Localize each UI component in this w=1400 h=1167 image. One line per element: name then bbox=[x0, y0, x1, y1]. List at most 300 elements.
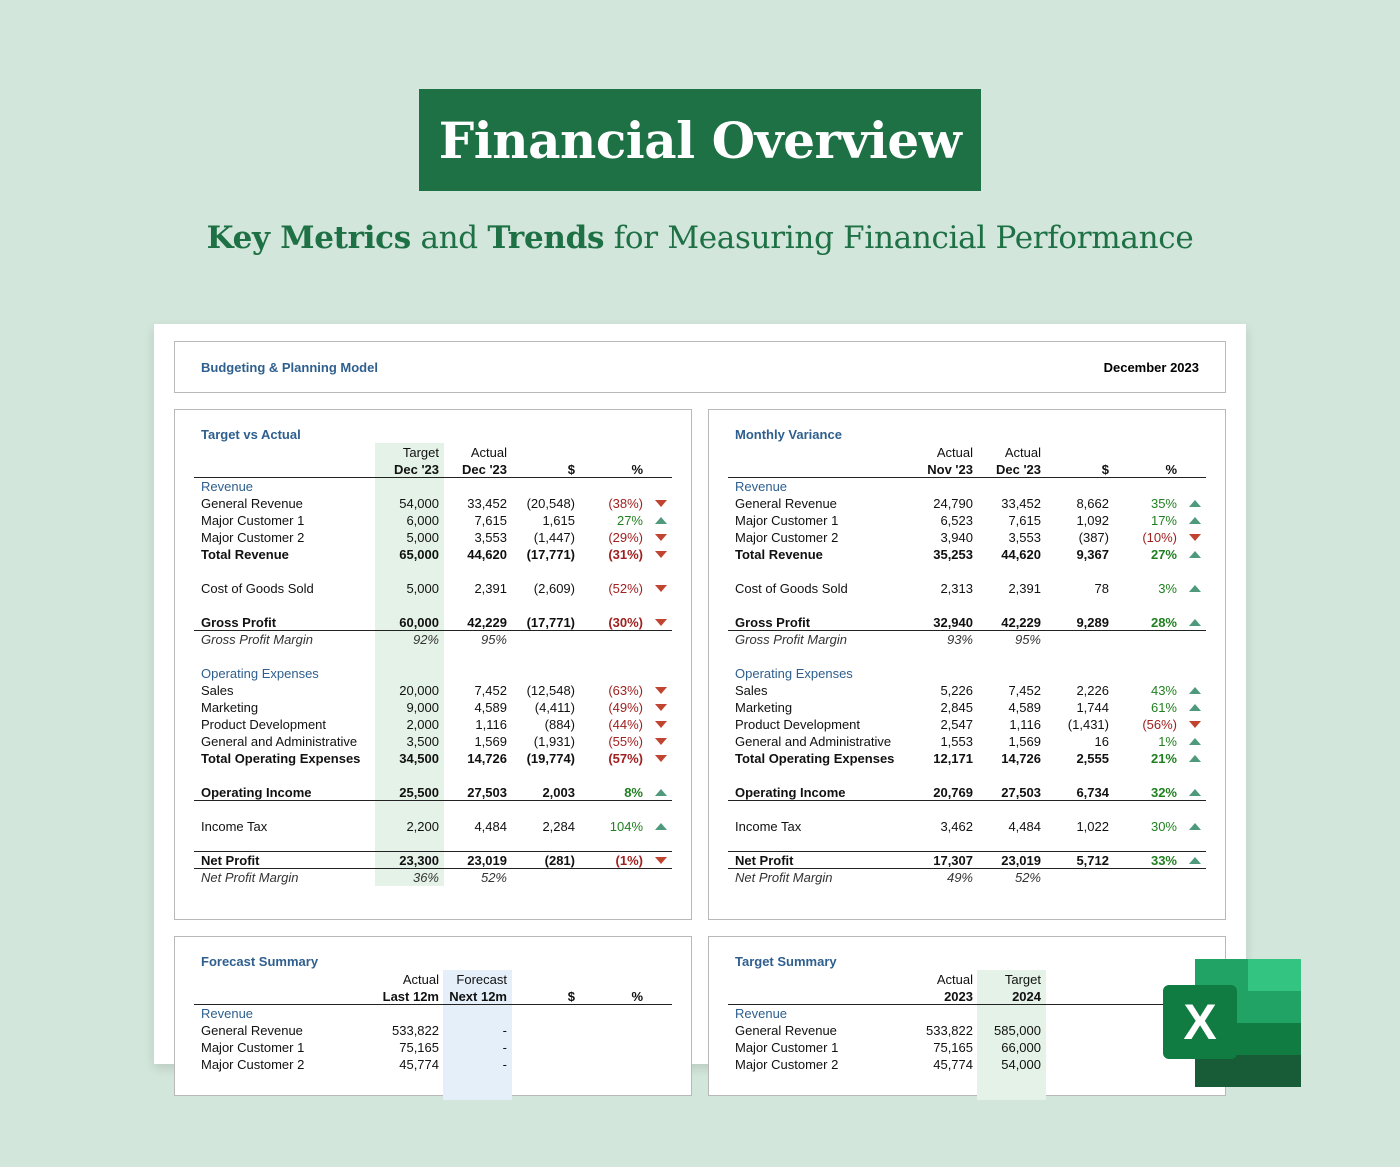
table-row bbox=[728, 818, 1206, 835]
row-value: (63%) bbox=[608, 683, 643, 698]
row-value: 27% bbox=[1150, 547, 1177, 562]
row-value: 8% bbox=[624, 785, 643, 800]
table-row bbox=[728, 716, 1206, 733]
row-value: 32% bbox=[1150, 785, 1177, 800]
table-target-vs-actual bbox=[194, 444, 672, 886]
row-value: (17,771) bbox=[526, 547, 575, 562]
arrow-up-icon bbox=[1188, 733, 1202, 750]
row-value: 44,620 bbox=[1001, 547, 1041, 562]
row-label: Income Tax bbox=[735, 819, 802, 834]
row-value: (49%) bbox=[608, 700, 643, 715]
hero-title-text: Financial Overview bbox=[438, 110, 962, 170]
row-value: 2,555 bbox=[1076, 751, 1109, 766]
row-value: (20,548) bbox=[526, 496, 575, 511]
row-label: General Revenue bbox=[201, 1023, 303, 1038]
column-header: $ bbox=[1101, 462, 1109, 477]
table-row bbox=[194, 784, 672, 801]
header-row bbox=[194, 461, 672, 478]
hero-subtitle bbox=[0, 220, 1400, 256]
row-value: 2,200 bbox=[406, 819, 439, 834]
panel-forecast-summary bbox=[174, 936, 692, 1096]
section-row bbox=[728, 665, 1206, 682]
spacer-row bbox=[194, 648, 672, 665]
subtitle-key-metrics: Key Metrics bbox=[206, 220, 411, 256]
table-row bbox=[728, 784, 1206, 801]
row-value: 20,000 bbox=[399, 683, 439, 698]
row-value: 49% bbox=[946, 870, 973, 885]
row-value: 4,484 bbox=[1008, 819, 1041, 834]
table-row bbox=[728, 512, 1206, 529]
panel-title: Forecast Summary bbox=[201, 954, 319, 969]
column-header: Actual bbox=[470, 445, 507, 460]
table-row bbox=[728, 682, 1206, 699]
row-value: 2,845 bbox=[940, 700, 973, 715]
row-value: 32,940 bbox=[933, 615, 973, 630]
table-row bbox=[194, 1056, 672, 1073]
row-value: 35,253 bbox=[933, 547, 973, 562]
row-label: Revenue bbox=[201, 1006, 254, 1021]
row-value: 23,300 bbox=[399, 853, 439, 868]
table-row bbox=[194, 818, 672, 835]
row-label: Operating Expenses bbox=[201, 666, 319, 681]
row-value: (29%) bbox=[608, 530, 643, 545]
row-value: - bbox=[502, 1023, 507, 1038]
arrow-down-icon bbox=[654, 682, 668, 699]
row-label: Net Profit bbox=[201, 853, 260, 868]
spacer-row bbox=[728, 648, 1206, 665]
spacer-row bbox=[728, 597, 1206, 614]
arrow-up-icon bbox=[654, 512, 668, 529]
arrow-down-icon bbox=[654, 529, 668, 546]
row-value: (2,609) bbox=[533, 581, 575, 596]
row-value: (387) bbox=[1078, 530, 1109, 545]
row-value: 34,500 bbox=[399, 751, 439, 766]
row-value: (56%) bbox=[1142, 717, 1177, 732]
row-value: 17,307 bbox=[933, 853, 973, 868]
row-value: 104% bbox=[609, 819, 643, 834]
arrow-down-icon bbox=[654, 546, 668, 563]
row-label: Major Customer 2 bbox=[735, 1057, 839, 1072]
row-label: Gross Profit bbox=[735, 615, 811, 630]
table-row bbox=[728, 495, 1206, 512]
row-value: 52% bbox=[1014, 870, 1041, 885]
row-value: 9,367 bbox=[1076, 547, 1109, 562]
row-label: Major Customer 2 bbox=[735, 530, 839, 545]
row-label: Product Development bbox=[735, 717, 861, 732]
row-value: 7,452 bbox=[1008, 683, 1041, 698]
row-value: 2,226 bbox=[1076, 683, 1109, 698]
row-value: 2,391 bbox=[474, 581, 507, 596]
row-value: (52%) bbox=[608, 581, 643, 596]
arrow-up-icon bbox=[1188, 784, 1202, 801]
arrow-up-icon bbox=[654, 818, 668, 835]
row-label: Major Customer 1 bbox=[201, 1040, 305, 1055]
row-value: - bbox=[502, 1040, 507, 1055]
section-row bbox=[194, 665, 672, 682]
arrow-up-icon bbox=[1188, 495, 1202, 512]
table-row bbox=[194, 733, 672, 750]
table-row bbox=[194, 495, 672, 512]
column-header: Dec '23 bbox=[393, 462, 439, 477]
panel-title: Target Summary bbox=[735, 954, 837, 969]
row-value: (57%) bbox=[608, 751, 643, 766]
header-row bbox=[194, 971, 672, 988]
row-value: 1,553 bbox=[940, 734, 973, 749]
row-value: 54,000 bbox=[399, 496, 439, 511]
section-row bbox=[728, 1005, 1206, 1022]
row-value: 42,229 bbox=[467, 615, 507, 630]
column-header: Target bbox=[1004, 972, 1041, 987]
row-value: (38%) bbox=[608, 496, 643, 511]
row-value: 66,000 bbox=[1001, 1040, 1041, 1055]
row-value: 3% bbox=[1158, 581, 1177, 596]
row-label: Operating Income bbox=[201, 785, 312, 800]
row-value: 45,774 bbox=[933, 1057, 973, 1072]
row-value: 52% bbox=[480, 870, 507, 885]
row-value: (44%) bbox=[608, 717, 643, 732]
arrow-up-icon bbox=[1188, 750, 1202, 767]
row-value: 3,553 bbox=[474, 530, 507, 545]
arrow-up-icon bbox=[1188, 614, 1202, 631]
excel-logo-icon bbox=[1163, 959, 1301, 1087]
excel-logo-letter: X bbox=[1183, 994, 1217, 1050]
row-value: 21% bbox=[1150, 751, 1177, 766]
row-label: General and Administrative bbox=[735, 734, 892, 749]
row-value: 1,615 bbox=[542, 513, 575, 528]
row-value: 95% bbox=[1014, 632, 1041, 647]
spacer-row bbox=[728, 835, 1206, 852]
row-value: 8,662 bbox=[1076, 496, 1109, 511]
row-value: 27% bbox=[616, 513, 643, 528]
row-value: 2,547 bbox=[940, 717, 973, 732]
column-header: Actual bbox=[402, 972, 439, 987]
header-row bbox=[728, 971, 1206, 988]
row-value: 7,452 bbox=[474, 683, 507, 698]
column-header: Target bbox=[402, 445, 439, 460]
row-value: 92% bbox=[412, 632, 439, 647]
header-row bbox=[728, 461, 1206, 478]
row-label: Revenue bbox=[201, 479, 254, 494]
row-value: 2,000 bbox=[406, 717, 439, 732]
row-value: 27,503 bbox=[1001, 785, 1041, 800]
spreadsheet-preview bbox=[154, 324, 1246, 1072]
table-row bbox=[728, 529, 1206, 546]
row-label: Operating Expenses bbox=[735, 666, 853, 681]
row-value: (30%) bbox=[608, 615, 643, 630]
row-value: 25,500 bbox=[399, 785, 439, 800]
table-row bbox=[194, 512, 672, 529]
row-value: (4,411) bbox=[534, 700, 575, 715]
arrow-down-icon bbox=[654, 580, 668, 597]
arrow-up-icon bbox=[1188, 546, 1202, 563]
row-value: 585,000 bbox=[994, 1023, 1041, 1038]
column-header: Next 12m bbox=[449, 989, 507, 1004]
row-value: 60,000 bbox=[399, 615, 439, 630]
panel-target-vs-actual bbox=[174, 409, 692, 920]
arrow-up-icon bbox=[1188, 512, 1202, 529]
panel-target-summary bbox=[708, 936, 1226, 1096]
table-forecast-summary bbox=[194, 971, 672, 1073]
row-value: 6,734 bbox=[1076, 785, 1109, 800]
row-value: 23,019 bbox=[467, 853, 507, 868]
row-label: Net Profit Margin bbox=[735, 870, 833, 885]
header-row bbox=[728, 444, 1206, 461]
row-value: 1,116 bbox=[475, 717, 507, 732]
row-value: (12,548) bbox=[526, 683, 575, 698]
model-header-bar bbox=[174, 341, 1226, 393]
row-value: 1,116 bbox=[1009, 717, 1041, 732]
row-value: 20,769 bbox=[933, 785, 973, 800]
header-row bbox=[194, 988, 672, 1005]
column-header: Actual bbox=[936, 972, 973, 987]
header-row bbox=[728, 988, 1206, 1005]
row-value: 1,022 bbox=[1076, 819, 1109, 834]
row-value: - bbox=[502, 1057, 507, 1072]
row-label: Income Tax bbox=[201, 819, 268, 834]
spacer-row bbox=[194, 597, 672, 614]
hero-title bbox=[419, 89, 981, 191]
table-row bbox=[194, 1039, 672, 1056]
row-value: 95% bbox=[480, 632, 507, 647]
arrow-up-icon bbox=[1188, 699, 1202, 716]
row-value: 3,462 bbox=[940, 819, 973, 834]
row-value: 42,229 bbox=[1001, 615, 1041, 630]
row-value: 1,744 bbox=[1076, 700, 1109, 715]
row-value: 61% bbox=[1150, 700, 1177, 715]
column-header: Nov '23 bbox=[927, 462, 973, 477]
table-row bbox=[194, 614, 672, 631]
row-value: 54,000 bbox=[1001, 1057, 1041, 1072]
row-value: 533,822 bbox=[926, 1023, 973, 1038]
arrow-up-icon bbox=[1188, 852, 1202, 869]
row-label: Total Revenue bbox=[735, 547, 823, 562]
row-value: 30% bbox=[1150, 819, 1177, 834]
row-value: 1,569 bbox=[1008, 734, 1041, 749]
row-value: (1,431) bbox=[1067, 717, 1109, 732]
row-label: Net Profit bbox=[735, 853, 794, 868]
table-row bbox=[194, 580, 672, 597]
row-label: Gross Profit Margin bbox=[201, 632, 313, 647]
table-row bbox=[728, 1039, 1206, 1056]
column-header: Forecast bbox=[456, 972, 507, 987]
section-row bbox=[194, 478, 672, 495]
spacer-row bbox=[728, 767, 1206, 784]
row-label: Total Revenue bbox=[201, 547, 289, 562]
row-value: 78 bbox=[1094, 581, 1109, 596]
row-label: Major Customer 1 bbox=[735, 513, 839, 528]
arrow-up-icon bbox=[654, 784, 668, 801]
table-row bbox=[194, 529, 672, 546]
spacer-row bbox=[194, 563, 672, 580]
table-row bbox=[194, 852, 672, 869]
row-value: 33,452 bbox=[467, 496, 507, 511]
arrow-up-icon bbox=[1188, 682, 1202, 699]
table-row bbox=[194, 750, 672, 767]
row-value: (1%) bbox=[615, 853, 643, 868]
row-label: Major Customer 1 bbox=[735, 1040, 839, 1055]
arrow-down-icon bbox=[654, 750, 668, 767]
table-row bbox=[728, 580, 1206, 597]
row-value: 3,500 bbox=[406, 734, 439, 749]
row-value: (55%) bbox=[608, 734, 643, 749]
table-row bbox=[728, 869, 1206, 886]
row-value: 9,000 bbox=[406, 700, 439, 715]
row-value: 3,940 bbox=[940, 530, 973, 545]
row-label: General Revenue bbox=[735, 496, 837, 511]
subtitle-rest: for Measuring Financial Performance bbox=[604, 220, 1194, 256]
table-row bbox=[728, 614, 1206, 631]
table-row bbox=[194, 682, 672, 699]
table-row bbox=[194, 631, 672, 648]
row-label: Revenue bbox=[735, 1006, 788, 1021]
row-value: 35% bbox=[1150, 496, 1177, 511]
row-value: 75,165 bbox=[399, 1040, 439, 1055]
section-row bbox=[194, 1005, 672, 1022]
row-value: 1% bbox=[1158, 734, 1177, 749]
arrow-down-icon bbox=[654, 716, 668, 733]
table-row bbox=[728, 546, 1206, 563]
arrow-up-icon bbox=[1188, 818, 1202, 835]
row-value: 14,726 bbox=[467, 751, 507, 766]
column-header: Dec '23 bbox=[461, 462, 507, 477]
row-value: (1,447) bbox=[533, 530, 575, 545]
table-row bbox=[194, 1022, 672, 1039]
row-value: 1,569 bbox=[474, 734, 507, 749]
row-value: 2,003 bbox=[542, 785, 575, 800]
row-value: (281) bbox=[544, 853, 575, 868]
row-label: Gross Profit Margin bbox=[735, 632, 847, 647]
table-row bbox=[728, 750, 1206, 767]
arrow-down-icon bbox=[1188, 716, 1202, 733]
row-value: 2,313 bbox=[940, 581, 973, 596]
column-header: % bbox=[1165, 462, 1177, 477]
row-value: 5,000 bbox=[406, 581, 439, 596]
table-row bbox=[194, 546, 672, 563]
panel-title: Target vs Actual bbox=[201, 427, 301, 442]
row-label: Total Operating Expenses bbox=[735, 751, 895, 766]
row-value: 5,712 bbox=[1076, 853, 1109, 868]
column-header: % bbox=[631, 462, 643, 477]
row-label: Major Customer 1 bbox=[201, 513, 305, 528]
row-value: 533,822 bbox=[392, 1023, 439, 1038]
section-row bbox=[728, 478, 1206, 495]
table-row bbox=[728, 631, 1206, 648]
row-value: 4,589 bbox=[474, 700, 507, 715]
subtitle-and: and bbox=[410, 220, 488, 256]
row-label: Sales bbox=[201, 683, 234, 698]
row-value: 7,615 bbox=[1008, 513, 1041, 528]
model-date: December 2023 bbox=[1103, 359, 1199, 375]
row-value: 33,452 bbox=[1001, 496, 1041, 511]
row-label: Cost of Goods Sold bbox=[735, 581, 848, 596]
row-value: 7,615 bbox=[474, 513, 507, 528]
arrow-down-icon bbox=[654, 614, 668, 631]
row-value: 28% bbox=[1150, 615, 1177, 630]
table-row bbox=[194, 699, 672, 716]
row-value: 43% bbox=[1150, 683, 1177, 698]
table-row bbox=[728, 852, 1206, 869]
table-monthly-variance bbox=[728, 444, 1206, 886]
row-value: 12,171 bbox=[933, 751, 973, 766]
row-value: 5,000 bbox=[406, 530, 439, 545]
row-value: 23,019 bbox=[1001, 853, 1041, 868]
column-header: Actual bbox=[1004, 445, 1041, 460]
column-header: 2023 bbox=[944, 989, 973, 1004]
row-value: 9,289 bbox=[1076, 615, 1109, 630]
row-value: (10%) bbox=[1142, 530, 1177, 545]
column-header: % bbox=[631, 989, 643, 1004]
row-value: 17% bbox=[1150, 513, 1177, 528]
column-header: Dec '23 bbox=[995, 462, 1041, 477]
column-header: 2024 bbox=[1012, 989, 1041, 1004]
column-header: $ bbox=[567, 989, 575, 1004]
table-target-summary bbox=[728, 971, 1206, 1073]
table-row bbox=[728, 1022, 1206, 1039]
row-value: 6,000 bbox=[406, 513, 439, 528]
arrow-down-icon bbox=[654, 495, 668, 512]
row-label: General Revenue bbox=[735, 1023, 837, 1038]
spacer-row bbox=[194, 801, 672, 818]
spacer-row bbox=[728, 801, 1206, 818]
column-header: Actual bbox=[936, 445, 973, 460]
table-row bbox=[728, 699, 1206, 716]
spacer-row bbox=[194, 835, 672, 852]
row-label: Product Development bbox=[201, 717, 327, 732]
header-row bbox=[194, 444, 672, 461]
row-value: 4,589 bbox=[1008, 700, 1041, 715]
row-label: Marketing bbox=[735, 700, 793, 715]
row-value: 44,620 bbox=[467, 547, 507, 562]
row-value: 16 bbox=[1094, 734, 1109, 749]
arrow-down-icon bbox=[654, 699, 668, 716]
row-label: Marketing bbox=[201, 700, 259, 715]
row-value: 65,000 bbox=[399, 547, 439, 562]
row-label: Sales bbox=[735, 683, 768, 698]
panel-monthly-variance bbox=[708, 409, 1226, 920]
arrow-up-icon bbox=[1188, 580, 1202, 597]
row-label: General and Administrative bbox=[201, 734, 358, 749]
row-value: 5,226 bbox=[940, 683, 973, 698]
spacer-row bbox=[728, 563, 1206, 580]
row-label: Major Customer 2 bbox=[201, 1057, 305, 1072]
column-header: Last 12m bbox=[382, 989, 439, 1004]
row-value: 45,774 bbox=[399, 1057, 439, 1072]
row-value: 1,092 bbox=[1076, 513, 1109, 528]
column-header: $ bbox=[567, 462, 575, 477]
table-row bbox=[194, 869, 672, 886]
row-value: 93% bbox=[946, 632, 973, 647]
row-value: 33% bbox=[1150, 853, 1177, 868]
row-value: 36% bbox=[412, 870, 439, 885]
arrow-down-icon bbox=[654, 733, 668, 750]
row-value: 4,484 bbox=[474, 819, 507, 834]
row-label: Major Customer 2 bbox=[201, 530, 305, 545]
row-value: (1,931) bbox=[533, 734, 575, 749]
row-label: Cost of Goods Sold bbox=[201, 581, 314, 596]
table-row bbox=[728, 1056, 1206, 1073]
row-value: 24,790 bbox=[933, 496, 973, 511]
row-label: Gross Profit bbox=[201, 615, 277, 630]
row-value: 27,503 bbox=[467, 785, 507, 800]
row-value: 2,284 bbox=[542, 819, 575, 834]
row-value: 75,165 bbox=[933, 1040, 973, 1055]
row-value: 2,391 bbox=[1008, 581, 1041, 596]
row-value: 14,726 bbox=[1001, 751, 1041, 766]
subtitle-trends: Trends bbox=[487, 220, 605, 256]
arrow-down-icon bbox=[654, 852, 668, 869]
row-label: Revenue bbox=[735, 479, 788, 494]
row-value: (31%) bbox=[608, 547, 643, 562]
